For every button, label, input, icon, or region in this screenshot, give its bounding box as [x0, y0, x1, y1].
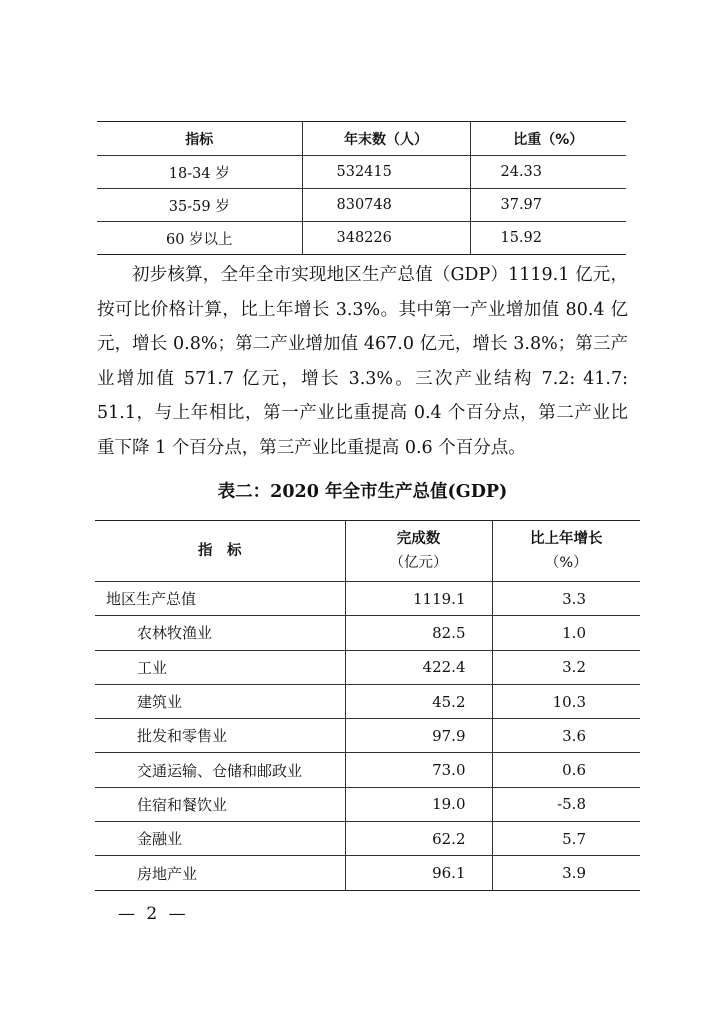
page-number: — 2 —: [118, 904, 189, 924]
output-value-cell: 96.1: [345, 856, 492, 890]
count-cell: 830748: [302, 189, 470, 222]
header-year-end-count: 年末数（人）: [302, 122, 470, 156]
growth-cell: -5.8: [492, 787, 640, 821]
output-value-cell: 422.4: [345, 650, 492, 684]
table-row: [95, 719, 640, 753]
growth-cell: 5.7: [492, 822, 640, 856]
growth-cell: 1.0: [492, 616, 640, 650]
growth-cell: 10.3: [492, 684, 640, 718]
output-value-cell: 1119.1: [345, 582, 492, 616]
table-row: [95, 787, 640, 821]
header-output-value-label: 完成数: [396, 531, 441, 547]
header-yoy-growth-label: 比上年增长: [530, 531, 603, 547]
header-yoy-growth-unit: （%）: [544, 555, 588, 571]
sector-name-cell: 批发和零售业: [95, 719, 345, 753]
gdp-table-title: 表二：2020 年全市生产总值(GDP): [217, 482, 508, 502]
gdp-sector-table: [95, 520, 640, 891]
table-row: [95, 616, 640, 650]
header-indicator: 指 标: [95, 521, 345, 582]
proportion-cell: 15.92: [470, 222, 626, 255]
output-value-cell: 45.2: [345, 684, 492, 718]
table-header-row: [97, 122, 626, 156]
table-row: [97, 156, 626, 189]
sector-name-cell: 金融业: [95, 822, 345, 856]
sector-name-cell: 住宿和餐饮业: [95, 787, 345, 821]
output-value-cell: 97.9: [345, 719, 492, 753]
output-value-cell: 82.5: [345, 616, 492, 650]
table-row: [95, 753, 640, 787]
table-row: [95, 684, 640, 718]
growth-cell: 3.6: [492, 719, 640, 753]
population-age-table: [97, 121, 626, 255]
age-group-cell: 60 岁以上: [97, 222, 302, 255]
header-yoy-growth: [492, 521, 640, 582]
table-row: [95, 650, 640, 684]
growth-cell: 3.2: [492, 650, 640, 684]
sector-name-cell: 交通运输、仓储和邮政业: [95, 753, 345, 787]
table-row: [97, 189, 626, 222]
header-output-value-unit: （亿元）: [389, 555, 448, 571]
header-proportion: 比重（%）: [470, 122, 626, 156]
output-value-cell: 19.0: [345, 787, 492, 821]
count-cell: 532415: [302, 156, 470, 189]
table-header-row: [95, 521, 640, 582]
sector-name-cell: 工业: [95, 650, 345, 684]
age-group-cell: 18-34 岁: [97, 156, 302, 189]
table-row: [95, 822, 640, 856]
header-output-value: [345, 521, 492, 582]
sector-name-cell: 地区生产总值: [95, 582, 345, 616]
table-row: [95, 582, 640, 616]
output-value-cell: 73.0: [345, 753, 492, 787]
sector-name-cell: 农林牧渔业: [95, 616, 345, 650]
growth-cell: 3.9: [492, 856, 640, 890]
gdp-summary-paragraph: 初步核算，全年全市实现地区生产总值（GDP）1119.1 亿元，按可比价格计算，比上年增长 3.3%。其中第一产业增加值 80.4 亿元，增长 0.8%；第二产业增加值 467.0 亿元，增长 3.8%；第三产业增加值 571.7 亿元，增长 3.3%。三次产业结构 7.2: 41.7: 51.1，与上年相比，第一产业比重提高 0.4 个百分点，第二产业比重下降 1 个百分点，第三产业比重提高 0.6 个百分点。: [97, 265, 628, 458]
table-row: [95, 856, 640, 890]
age-group-cell: 35-59 岁: [97, 189, 302, 222]
table-row: [97, 222, 626, 255]
sector-name-cell: 建筑业: [95, 684, 345, 718]
output-value-cell: 62.2: [345, 822, 492, 856]
header-indicator: 指标: [97, 122, 302, 156]
sector-name-cell: 房地产业: [95, 856, 345, 890]
proportion-cell: 24.33: [470, 156, 626, 189]
growth-cell: 0.6: [492, 753, 640, 787]
growth-cell: 3.3: [492, 582, 640, 616]
count-cell: 348226: [302, 222, 470, 255]
proportion-cell: 37.97: [470, 189, 626, 222]
